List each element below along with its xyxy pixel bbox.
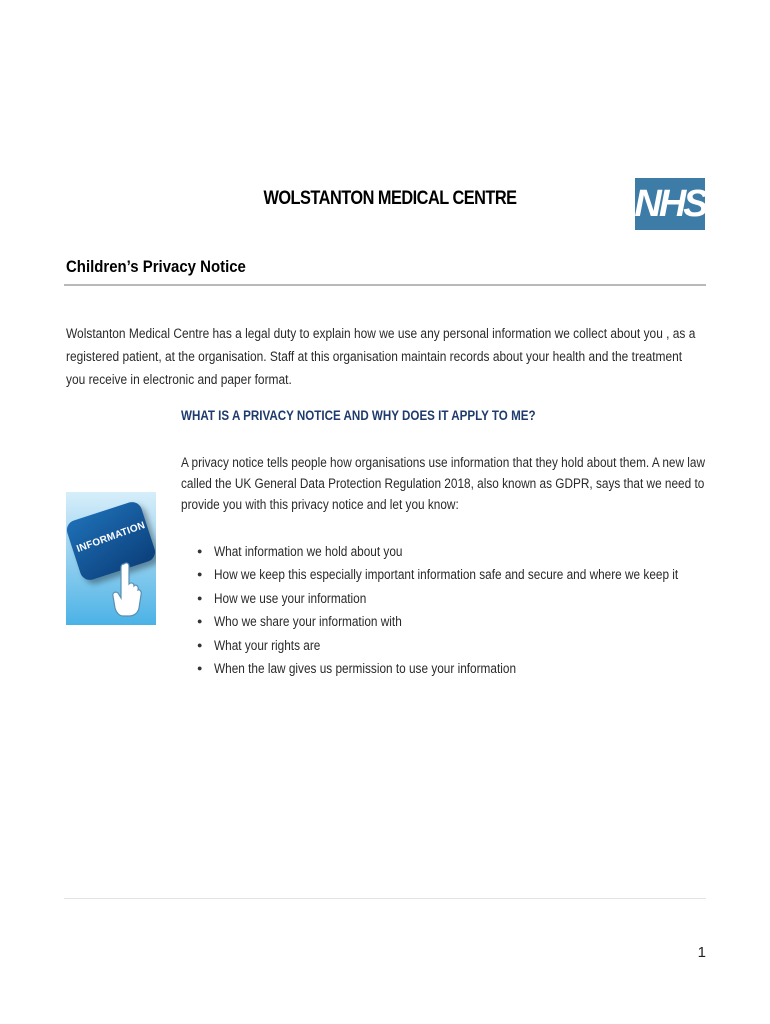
bullet-icon: ●: [197, 639, 203, 650]
intro-paragraph: Wolstanton Medical Centre has a legal duty to explain how we use any personal information we collect about you , as a registered patient, at the organisation. Staff at this organisation maintain records about your health and the treatment you receive in electronic and paper format.: [66, 326, 696, 387]
organisation-title: WOLSTANTON MEDICAL CENTRE: [263, 188, 517, 209]
notice-title: Children’s Privacy Notice: [66, 257, 246, 276]
information-key-label: INFORMATION: [75, 520, 147, 555]
nhs-logo-text: NHS: [634, 183, 706, 225]
section-body-paragraph: A privacy notice tells people how organisations use information that they hold about them. A new law called the UK General Data Protection Regulation 2018, also known as GDPR, says that we need to provide you with this privacy notice and let you know:: [181, 455, 706, 512]
page-number: 1: [697, 944, 706, 961]
document-page: WOLSTANTON MEDICAL CENTRE NHS Children’s Privacy Notice Wolstanton Medical Centre has a legal duty to explain how we use any personal information we collect about you , as a registered patient, at the organisation. Staff at this organisation maintain records about your health and the treatment you receive in electronic and paper format. WHAT IS A PRIVACY NOTICE AND WHY DOES IT APPLY TO ME? A privacy notice tells people how organisations use information that they hold about them. A new law called the UK General Data Protection Regulation 2018, also known as GDPR, says that we need to provide you with this privacy notice and let you know: INFORMATION ● What information we hold about you ● How we keep this especially important information safe and secure and where we keep it ● How we use your information ● Who we share your information with ● What your rights are ● When the law gives us permission to use your information 1: [0, 0, 770, 1024]
information-key-image: [66, 492, 156, 625]
nhs-logo: [635, 178, 705, 230]
bullet-icon: ●: [197, 616, 203, 627]
section-heading: WHAT IS A PRIVACY NOTICE AND WHY DOES IT APPLY TO ME?: [181, 408, 536, 423]
bullet-icon: ●: [197, 662, 203, 673]
bullet-icon: ●: [197, 569, 203, 580]
bullet-icon: ●: [197, 546, 203, 556]
footer-divider: [64, 898, 706, 899]
bullet-icon: ●: [197, 592, 203, 603]
title-divider: [64, 284, 706, 286]
pointing-hand-icon: [112, 562, 142, 617]
